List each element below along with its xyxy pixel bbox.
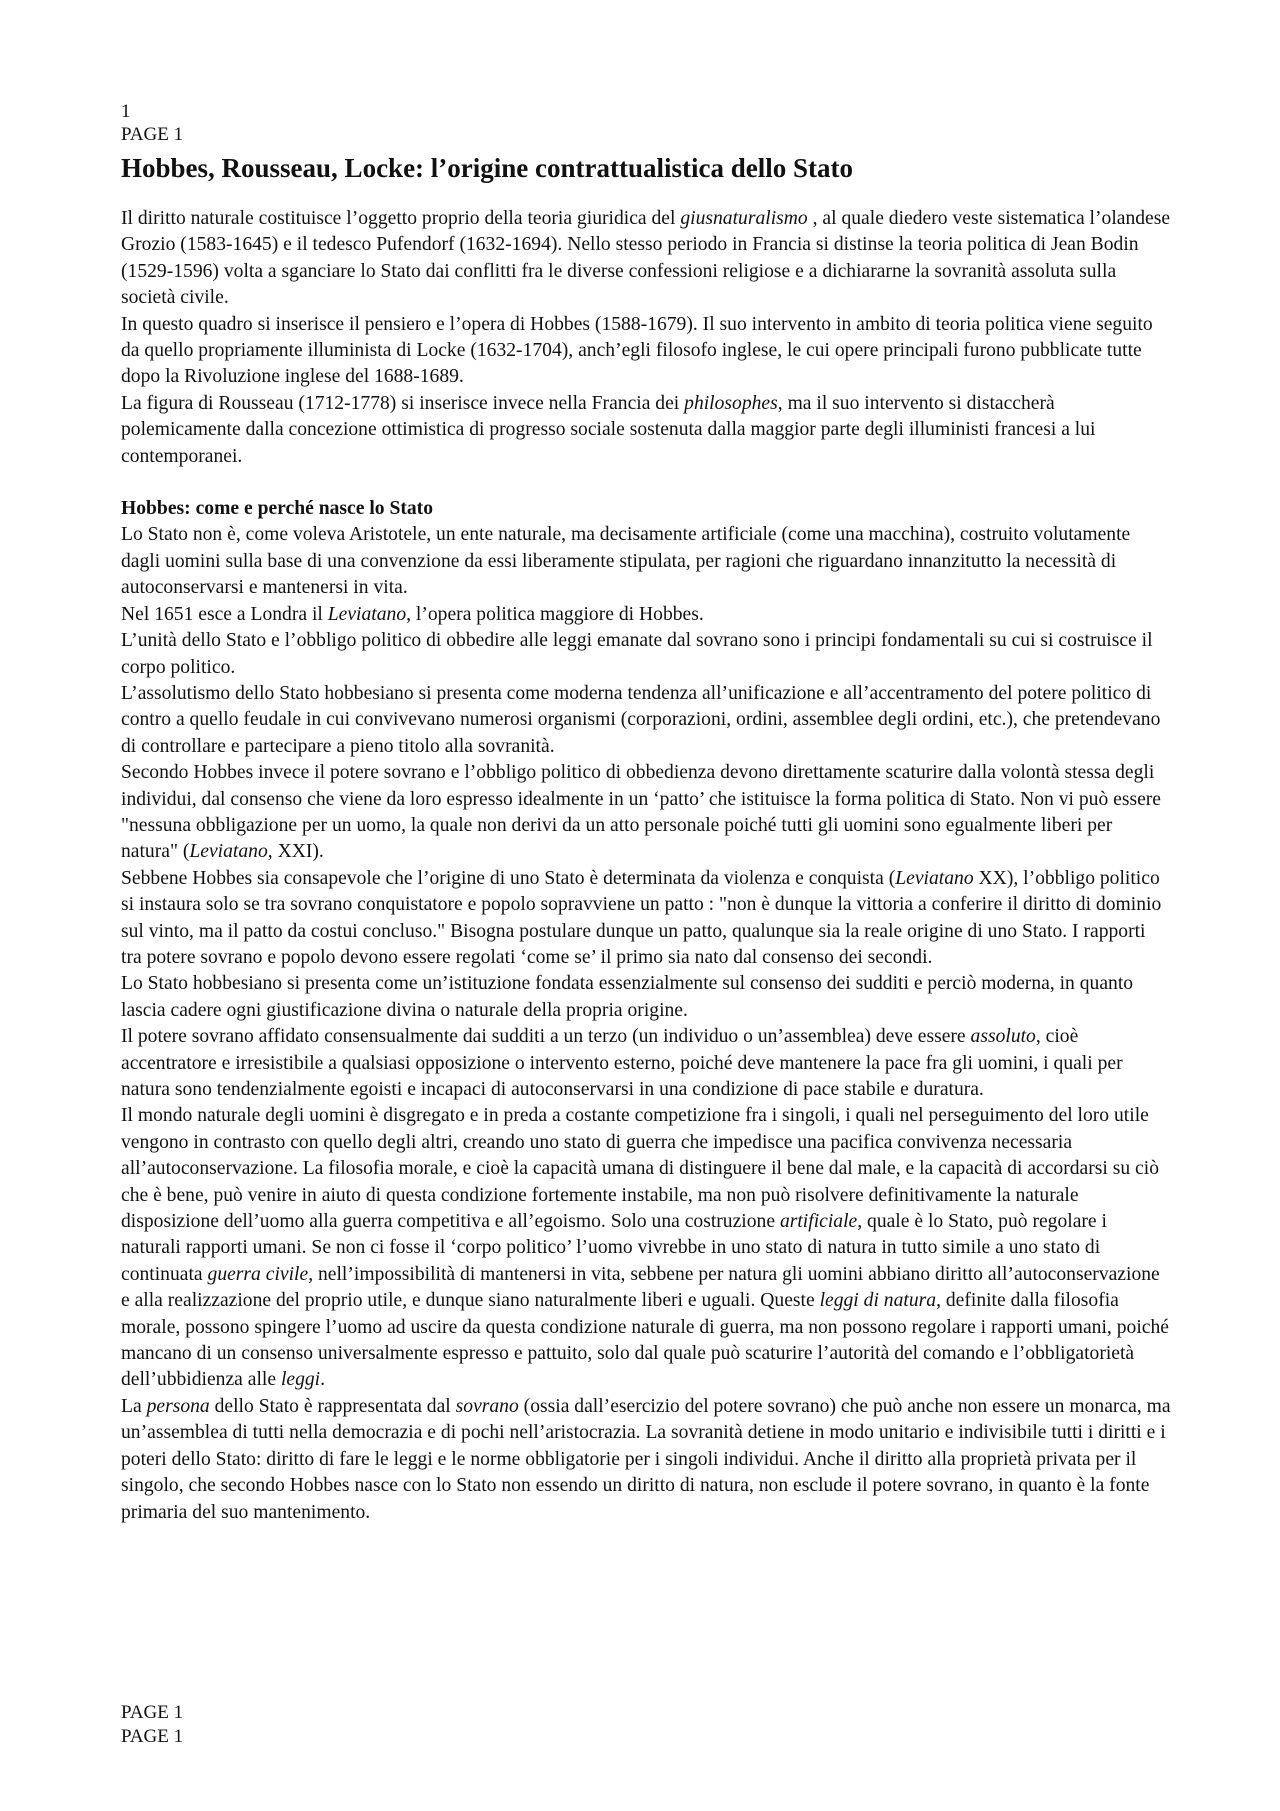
intro-paragraph-3: La figura di Rousseau (1712-1778) si inserisce invece nella Francia dei philosophes, ma il suo intervento si distaccherà polemicamente dalla concezione ottimistica di progresso sociale sostenuta dalla maggior parte degli illuministi francesi a lui contemporanei. [121, 392, 1096, 467]
section-paragraph-3: L’unità dello Stato e l’obbligo politico di obbedire alle leggi emanate dal sovrano sono i principi fondamentali su cui si costruisce il corpo politico. [121, 630, 1153, 678]
intro-paragraph-2: In questo quadro si inserisce il pensiero e l’opera di Hobbes (1588-1679). Il suo intervento in ambito di teoria politica viene seguito da quello propriamente illuminista di Locke (1632-1704), anch’egli filosofo inglese, le cui opere principali furono pubblicate tutte dopo la Rivoluzione inglese del 1688-1689. [121, 313, 1153, 388]
document-body [121, 206, 1171, 1526]
page-number: 1 [121, 101, 131, 122]
section-paragraph-7: Lo Stato hobbesiano si presenta come un’istituzione fondata essenzialmente sul consenso dei sudditi e perciò moderna, in quanto lascia cadere ogni giustificazione divina o naturale della propria origine. [121, 973, 1134, 1021]
page-title: Hobbes, Rousseau, Locke: l’origine contrattualistica dello Stato [121, 153, 853, 183]
page-field-header: PAGE 1 [121, 124, 184, 145]
section-heading: Hobbes: come e perché nasce lo Stato [121, 498, 433, 520]
footer-page-field-1: PAGE 1 [121, 1702, 184, 1723]
section-paragraph-10: La persona dello Stato è rappresentata dal sovrano (ossia dall’esercizio del potere sovrano) che può anche non essere un monarca, ma un’assemblea di tutti nella democrazia e di pochi nell’aristocrazia. La sovranità detiene in modo unitario e indivisibile tutti i diritti e i poteri dello Stato: diritto di fare le leggi e le norme obbligatorie per i singoli individui. Anche il diritto alla proprietà privata per il singolo, che secondo Hobbes nasce con lo Stato non essendo un diritto di natura, non esclude il potere sovrano, in quanto è la fonte primaria del suo mantenimento. [121, 1395, 1171, 1523]
intro-paragraph-1: Il diritto naturale costituisce l’oggetto proprio della teoria giuridica del giusnaturalismo , al quale diedero veste sistematica l’olandese Grozio (1583-1645) e il tedesco Pufendorf (1632-1694). Nello stesso periodo in Francia si distinse la teoria politica di Jean Bodin (1529-1596) volta a sganciare lo Stato dai conflitti fra le diverse confessioni religiose e a dichiararne la sovranità assoluta sulla società civile. [121, 208, 1171, 309]
section-paragraph-9: Il mondo naturale degli uomini è disgregato e in preda a costante competizione fra i singoli, i quali nel perseguimento del loro utile vengono in contrasto con quello degli altri, creando uno stato di guerra che impedisce una pacifica convivenza necessaria all’autoconservazione. La filosofia morale, e cioè la capacità umana di distinguere il bene dal male, e la capacità di accordarsi su ciò che è bene, può venire in aiuto di questa condizione fortemente instabile, ma non può risolvere definitivamente la naturale disposizione dell’uomo alla guerra competitiva e all’egoismo. Solo una costruzione artificiale, quale è lo Stato, può regolare i naturali rapporti umani. Se non ci fosse il ‘corpo politico’ l’uomo vivrebbe in uno stato di natura in tutto simile a uno stato di continuata guerra civile, nell’impossibilità di mantenersi in vita, sebbene per natura gli uomini abbiano diritto all’autoconservazione e alla realizzazione del proprio utile, e dunque siano naturalmente liberi e uguali. Queste leggi di natura, definite dalla filosofia morale, possono spingere l’uomo ad uscire da questa condizione naturale di guerra, ma non possono regolare i rapporti umani, poiché mancano di un consenso universalmente espresso e pattuito, solo dal quale può scaturire l’autorità del comando e l’obbligatorietà dell’ubbidienza alle leggi. [121, 1105, 1169, 1391]
section-paragraph-4: L’assolutismo dello Stato hobbesiano si presenta come moderna tendenza all’unificazione e all’accentramento del potere politico di contro a quello feudale in cui convivevano numerosi organismi (corporazioni, ordini, assemblee degli ordini, etc.), che pretendevano di controllare e partecipare a pieno titolo alla sovranità. [121, 682, 1161, 757]
page-footer [121, 1701, 183, 1749]
section-paragraph-6: Sebbene Hobbes sia consapevole che l’origine di uno Stato è determinata da violenza e conquista (Leviatano XX), l’obbligo politico si instaura solo se tra sovrano conquistatore e popolo sopravviene un patto : "non è dunque la vittoria a conferire il diritto di dominio sul vinto, ma il patto da costui concluso." Bisogna postulare dunque un patto, qualunque sia la reale origine di uno Stato. I rapporti tra potere sovrano e popolo devono essere regolati ‘come se’ il primo sia nato dal consenso dei secondi. [121, 867, 1162, 968]
section-paragraph-1: Lo Stato non è, come voleva Aristotele, un ente naturale, ma decisamente artificiale (come una macchina), costruito volutamente dagli uomini sulla base di una convenzione da essi liberamente stipulata, per ragioni che riguardano innanzitutto la necessità di autoconservarsi e mantenersi in vita. [121, 524, 1131, 599]
section-paragraph-2: Nel 1651 esce a Londra il Leviatano, l’opera politica maggiore di Hobbes. [121, 603, 704, 625]
footer-page-field-2: PAGE 1 [121, 1726, 184, 1747]
section-paragraph-8: Il potere sovrano affidato consensualmente dai sudditi a un terzo (un individuo o un’assemblea) deve essere assoluto, cioè accentratore e irresistibile a qualsiasi opposizione o intervento esterno, poiché deve mantenere la pace fra gli uomini, i quali per natura sono tendenzialmente egoisti e incapaci di autoconservarsi in una condizione di pace stabile e duratura. [121, 1026, 1123, 1100]
section-paragraph-5: Secondo Hobbes invece il potere sovrano e l’obbligo politico di obbedienza devono direttamente scaturire dalla volontà stessa degli individui, dal consenso che viene da loro espresso idealmente in un ‘patto’ che istituisce la forma politica di Stato. Non vi può essere "nessuna obbligazione per un uomo, la quale non derivi da un atto personale poiché tutti gli uomini sono egualmente liberi per natura" (Leviatano, XXI). [121, 762, 1162, 863]
